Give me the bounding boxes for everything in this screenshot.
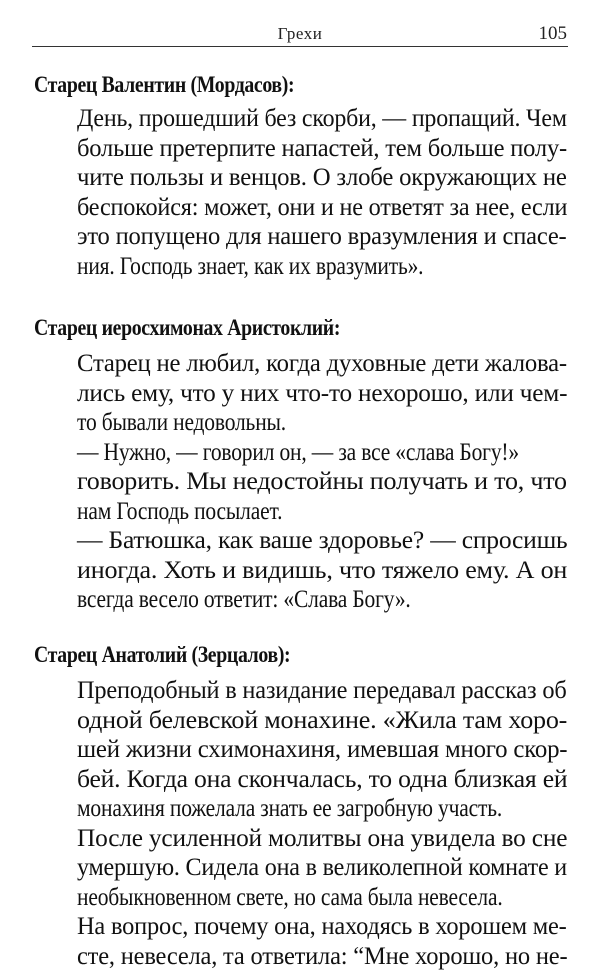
text-line: сте, невесела, та ответила: “Мне хорошо, но не- bbox=[77, 942, 568, 970]
text-line: нам Господь посылает. bbox=[77, 497, 283, 525]
running-header bbox=[32, 22, 568, 47]
text-line: иногда. Хоть и видишь, что тяжело ему. А он bbox=[77, 556, 568, 584]
running-title: Грехи bbox=[277, 24, 323, 43]
section-heading: Старец иеросхимонах Аристоклий: bbox=[34, 315, 341, 340]
text-line: чите пользы и венцов. О злобе окружающих не bbox=[77, 164, 567, 191]
text-line: монахиня пожелала знать ее загробную участь. bbox=[77, 795, 503, 822]
text-line: больше претерпите напастей, тем больше полу- bbox=[77, 134, 568, 162]
text-line: День, прошедший без скорби, — пропащий. Чем bbox=[77, 105, 567, 132]
page-number: 105 bbox=[538, 23, 567, 44]
text-line: шей жизни схимонахиня, имевшая много скор- bbox=[77, 736, 568, 763]
text-line: бей. Когда она скончалась, то одна близкая ей bbox=[77, 765, 568, 793]
text-line: лись ему, что у них что-то нехорошо, или чем- bbox=[77, 379, 568, 407]
text-line: Старец не любил, когда духовные дети жалова- bbox=[77, 350, 567, 377]
section-heading: Старец Валентин (Мордасов): bbox=[34, 72, 295, 97]
text-line: После усиленной молитвы она увидела во сне bbox=[77, 824, 568, 852]
text-line: необыкновенном свете, но сама была невесела. bbox=[77, 883, 503, 911]
text-line: говорить. Мы недостойны получать и то, что bbox=[77, 468, 567, 495]
text-line: всегда весело ответит: «Слава Богу». bbox=[77, 586, 411, 613]
text-line: одной белевской монахине. «Жила там хоро- bbox=[77, 706, 568, 734]
text-line: это попущено для нашего вразумления и спасе- bbox=[77, 223, 567, 250]
text-line: — Батюшка, как ваше здоровье? — спросишь bbox=[77, 527, 568, 554]
text-line: то бывали недовольны. bbox=[77, 409, 287, 436]
section-heading: Старец Анатолий (Зерцалов): bbox=[34, 642, 291, 667]
text-line: — Нужно, — говорил он, — за все «слава Богу!» bbox=[77, 438, 519, 466]
text-line: ния. Господь знает, как их вразумить». bbox=[77, 252, 424, 280]
text-line: На вопрос, почему она, находясь в хорошем ме- bbox=[77, 913, 567, 940]
text-line: умершую. Сидела она в великолепной комнате и bbox=[77, 854, 567, 881]
text-line: беспокойся: может, они и не ответят за нее, если bbox=[77, 193, 568, 221]
text-line: Преподобный в назидание передавал рассказ об bbox=[77, 677, 567, 704]
